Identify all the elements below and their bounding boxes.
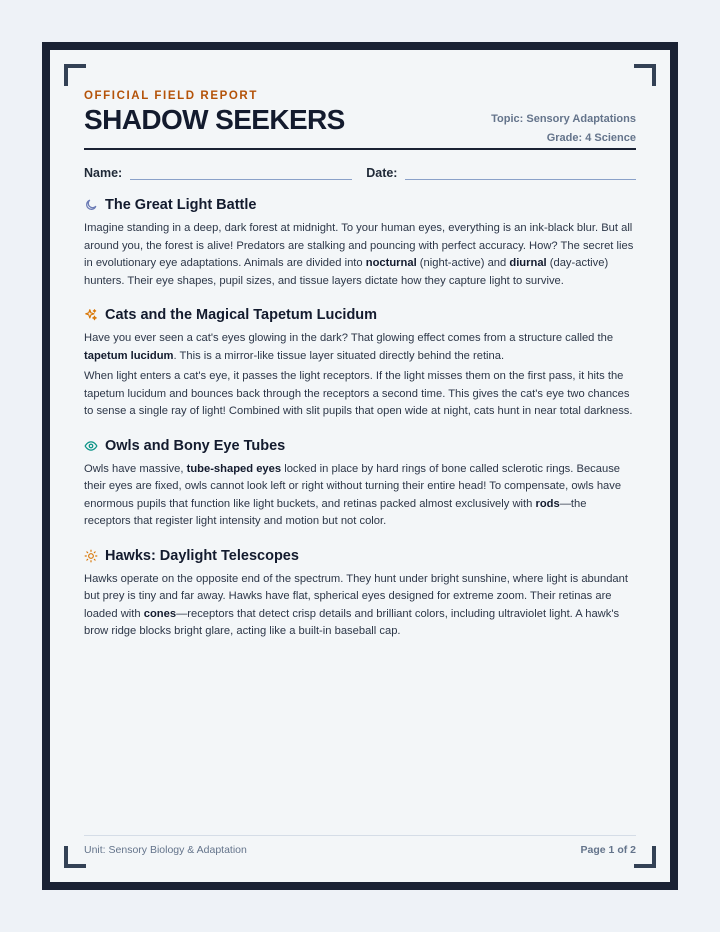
section-paragraph — [84, 330, 636, 365]
text-run: Hawks operate on the opposite end of the spectrum. They hunt under bright sunshine, where light is abundant but prey is tiny and far away. Hawks have flat, spherical eyes designed for extreme zoom. Their retinas are loaded with — [84, 572, 628, 620]
section-4 — [84, 547, 636, 641]
eye-icon — [84, 439, 98, 453]
section-heading-text: Owls and Bony Eye Tubes — [105, 437, 286, 454]
text-run: (day-active) hunters. Their eye shapes, pupil sizes, and tissue layers dictate how they capture light to survive. — [84, 257, 609, 287]
section-1 — [84, 196, 636, 290]
section-2 — [84, 306, 636, 421]
report-title: SHADOW SEEKERS — [84, 104, 345, 135]
corner-mark-bottom-left — [64, 846, 86, 868]
section-paragraph — [84, 368, 636, 421]
report-sections — [84, 196, 636, 641]
name-date-row — [84, 162, 636, 180]
section-3 — [84, 437, 636, 531]
text-run: . This is a mirror-like tissue layer situated directly behind the retina. — [173, 349, 505, 362]
moon-icon — [84, 198, 98, 212]
unit-label: Unit: Sensory Biology & Adaptation — [84, 844, 247, 856]
topic-label: Topic: Sensory Adaptations — [491, 113, 636, 125]
page-number: Page 1 of 2 — [580, 844, 636, 856]
text-run: locked in place by hard rings of bone called sclerotic rings. Because their eyes are fixed, owls cannot look left or right without turning their entire head! To compensate, owls have enormous pupils that function like light buckets, and retinas packed almost exclusively with — [84, 462, 622, 510]
report-kicker: OFFICIAL FIELD REPORT — [84, 90, 258, 102]
grade-label: Grade: 4 Science — [546, 132, 636, 144]
section-heading-text: The Great Light Battle — [105, 197, 257, 213]
date-label: Date: — [366, 166, 398, 180]
section-paragraph — [84, 571, 636, 641]
report-header — [84, 90, 636, 150]
corner-mark-bottom-right — [634, 846, 656, 868]
corner-mark-top-left — [64, 64, 86, 86]
text-run: When light enters a cat's eye, it passes the light receptors. If the light misses them on the first pass, it hits the tapetum lucidum and bounces back through the receptors a second time. This gives the cat's eye two chances to sense a single ray of light! Combined with slit pupils that open wide at night, cats hunt in near total darkness. — [84, 370, 633, 417]
section-heading-text: Cats and the Magical Tapetum Lucidum — [105, 307, 378, 323]
sun-icon — [84, 549, 98, 563]
date-field[interactable] — [405, 166, 636, 180]
key-term: tapetum lucidum — [84, 349, 174, 362]
key-term: cones — [143, 607, 177, 620]
text-run: Have you ever seen a cat's eyes glowing in the dark? That glowing effect comes from a structure called the — [84, 332, 614, 344]
text-run: Owls have massive, — [84, 462, 187, 475]
report-meta — [491, 110, 636, 148]
text-run: (night-active) and — [416, 257, 510, 269]
worksheet-sheet — [50, 50, 670, 882]
text-run: Imagine standing in a deep, dark forest at midnight. To your human eyes, everything is an ink-black blur. But all around you, the forest is alive! Predators are stalking and pouncing with perfect accuracy. How? The secret lies in evolutionary eye adaptations. Animals are divided into — [84, 222, 634, 269]
report-content — [84, 82, 636, 641]
key-term: rods — [535, 497, 560, 510]
section-paragraph — [84, 220, 636, 290]
page-frame — [42, 42, 678, 890]
text-run: —receptors that detect crisp details and brilliant colors, including ultraviolet light. A hawk's brow ridge blocks bright glare, acting like a built-in baseball cap. — [84, 607, 620, 637]
key-term: diurnal — [509, 257, 547, 269]
corner-mark-top-right — [634, 64, 656, 86]
key-term: nocturnal — [365, 257, 417, 269]
key-term: tube-shaped eyes — [186, 462, 282, 475]
sparkles-icon — [84, 308, 98, 322]
section-heading — [84, 437, 636, 455]
section-heading — [84, 196, 636, 214]
section-heading — [84, 547, 636, 565]
section-heading — [84, 306, 636, 324]
report-footer — [84, 835, 636, 856]
text-run: —the receptors that register light intensity and motion but not color. — [84, 497, 587, 527]
section-paragraph — [84, 461, 636, 531]
name-label: Name: — [84, 166, 123, 180]
section-heading-text: Hawks: Daylight Telescopes — [105, 547, 299, 564]
name-field[interactable] — [130, 166, 352, 180]
